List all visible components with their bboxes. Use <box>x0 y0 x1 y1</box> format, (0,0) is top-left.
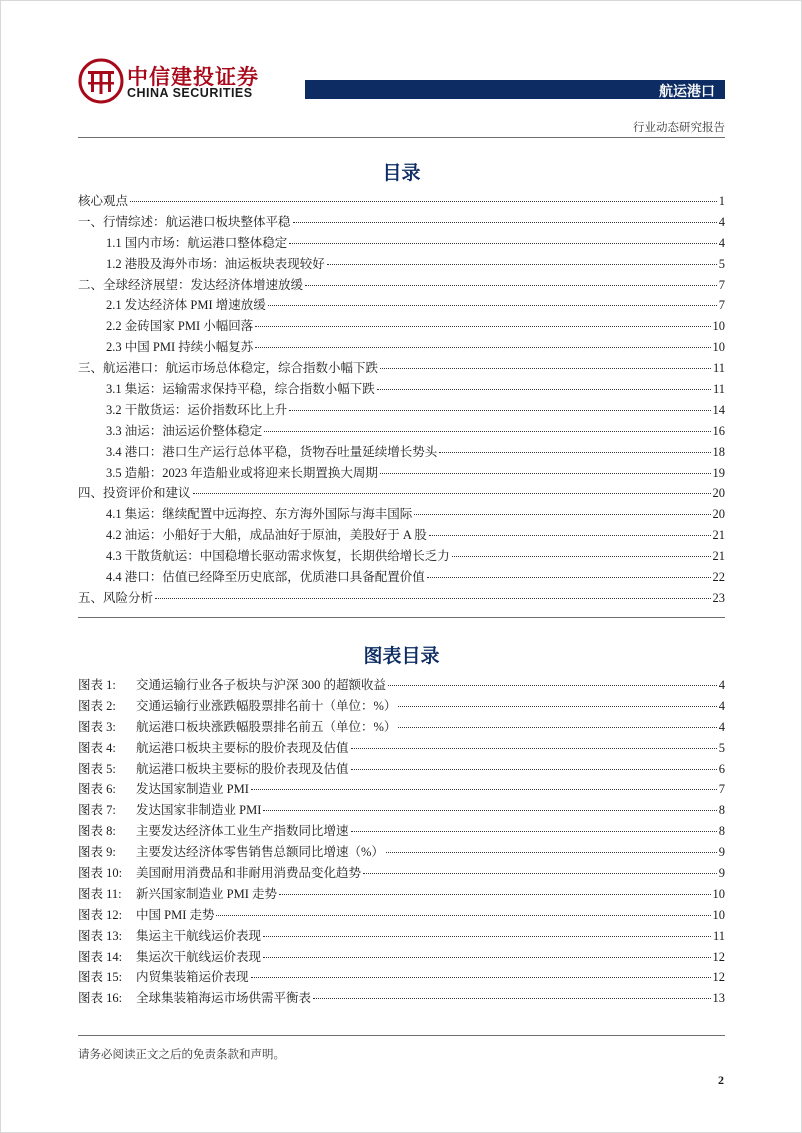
toc-entry-page: 4 <box>718 214 725 229</box>
document-type: 行业动态研究报告 <box>633 122 725 134</box>
dot-leader <box>351 748 717 749</box>
dot-leader <box>216 915 710 916</box>
dot-leader <box>251 789 717 790</box>
figure-entry-page: 13 <box>712 991 725 1006</box>
figures-title: 图表目录 <box>363 646 440 667</box>
figure-entry[interactable] <box>78 696 725 717</box>
figure-entry-label: 全球集装箱海运市场供需平衡表 <box>136 991 312 1006</box>
toc-list <box>78 191 725 609</box>
dot-leader <box>255 326 710 327</box>
dot-leader <box>255 347 710 348</box>
toc-entry-label: 2.3 中国 PMI 持续小幅复苏 <box>106 340 254 355</box>
toc-entry[interactable] <box>78 504 725 525</box>
footer-divider <box>78 1035 725 1036</box>
toc-entry[interactable] <box>78 442 725 463</box>
figure-entry-page: 4 <box>718 678 725 692</box>
figure-entry-page: 8 <box>718 803 725 818</box>
figure-entry[interactable] <box>78 675 725 696</box>
toc-entry[interactable] <box>78 400 725 421</box>
figure-entry-page: 12 <box>712 970 725 985</box>
toc-entry-label: 3.5 造船：2023 年造船业或将迎来长期置换大周期 <box>106 465 378 480</box>
dot-leader <box>263 810 716 811</box>
toc-entry-label: 4.1 集运：继续配置中远海控、东方海外国际与海丰国际 <box>106 507 413 522</box>
figure-entry-page: 7 <box>718 782 725 797</box>
brand-name-cn: 中信建投证券 <box>127 66 259 89</box>
figure-number: 图表 9: <box>78 845 116 860</box>
figure-entry-page: 8 <box>718 824 725 839</box>
figure-number: 图表 13: <box>78 928 123 943</box>
figure-number: 图表 10: <box>78 866 123 881</box>
figure-entry[interactable] <box>78 821 725 842</box>
toc-entry-label: 3.3 油运：油运运价整体稳定 <box>106 423 263 438</box>
toc-entry-label: 三、航运港口：航运市场总体稳定，综合指数小幅下跌 <box>78 361 379 376</box>
dot-leader <box>429 535 711 536</box>
toc-entry-label: 4.2 油运：小船好于大船，成品油好于原油，美股好于 A 股 <box>106 528 427 543</box>
toc-entry-label: 2.1 发达经济体 PMI 增速放缓 <box>106 298 266 313</box>
toc-entry[interactable] <box>78 254 725 275</box>
toc-divider <box>78 617 725 618</box>
toc-entry-page: 20 <box>712 507 725 522</box>
figure-entry-label: 航运港口板块主要标的股价表现及估值 <box>136 761 349 776</box>
sector-label: 航运港口 <box>659 83 715 99</box>
dot-leader <box>327 264 717 265</box>
figure-number: 图表 1: <box>78 678 116 692</box>
figure-entry-page: 11 <box>712 928 725 943</box>
dot-leader <box>313 998 710 999</box>
brand-name-en: CHINA SECURITIES <box>127 86 253 100</box>
toc-entry-page: 16 <box>712 423 725 438</box>
toc-entry-page: 11 <box>712 361 725 376</box>
figure-entry[interactable] <box>78 947 725 968</box>
toc-entry-label: 2.2 金砖国家 PMI 小幅回落 <box>106 319 254 334</box>
figure-entry-page: 5 <box>718 740 725 755</box>
toc-entry[interactable] <box>78 337 725 358</box>
sector-banner <box>305 80 725 99</box>
figure-entry[interactable] <box>78 905 725 926</box>
figure-entry[interactable] <box>78 717 725 738</box>
figure-entry-label: 美国耐用消费品和非耐用消费品变化趋势 <box>136 866 362 881</box>
figure-entry-page: 10 <box>712 886 725 901</box>
figure-entry[interactable] <box>78 759 725 780</box>
toc-entry[interactable] <box>78 588 725 609</box>
toc-entry-page: 11 <box>712 382 725 397</box>
dot-leader <box>452 556 711 557</box>
dot-leader <box>351 769 717 770</box>
figure-entry-page: 12 <box>712 949 725 964</box>
toc-entry-page: 23 <box>712 590 725 605</box>
figure-entry-page: 9 <box>718 845 725 860</box>
toc-entry-label: 4.4 港口：估值已经降至历史底部，优质港口具备配置价值 <box>106 570 425 585</box>
page-number: 2 <box>718 1073 724 1087</box>
dot-leader <box>193 493 711 494</box>
figure-entry[interactable] <box>78 738 725 759</box>
figure-entry-label: 主要发达经济体工业生产指数同比增速 <box>136 824 349 839</box>
figure-number: 图表 4: <box>78 740 116 755</box>
dot-leader <box>351 831 717 832</box>
dot-leader <box>377 389 711 390</box>
toc-entry-label: 3.2 干散货运：运价指数环比上升 <box>106 402 288 417</box>
figure-number: 图表 7: <box>78 803 116 818</box>
figure-entry-label: 发达国家非制造业 PMI <box>136 803 262 818</box>
toc-entry-label: 核心观点 <box>78 194 129 208</box>
disclaimer-note: 请务必阅读正文之后的免责条款和声明。 <box>78 1049 285 1061</box>
toc-entry-page: 21 <box>712 549 725 564</box>
dot-leader <box>388 685 717 686</box>
toc-entry-label: 3.4 港口：港口生产运行总体平稳，货物吞吐量延续增长势头 <box>106 444 438 459</box>
dot-leader <box>386 852 717 853</box>
figure-entry-label: 集运主干航线运价表现 <box>136 928 262 943</box>
header-divider <box>78 137 725 138</box>
dot-leader <box>264 431 710 432</box>
dot-leader <box>263 936 711 937</box>
toc-entry[interactable] <box>78 212 725 233</box>
toc-entry-label: 二、全球经济展望：发达经济体增速放缓 <box>78 277 304 292</box>
dot-leader <box>380 368 711 369</box>
dot-leader <box>279 894 711 895</box>
figure-entry-page: 4 <box>718 719 725 734</box>
toc-entry-label: 1.2 港股及海外市场：油运板块表现较好 <box>106 256 325 271</box>
dot-leader <box>155 598 710 599</box>
dot-leader <box>268 305 717 306</box>
figure-entry[interactable] <box>78 800 725 821</box>
dot-leader <box>130 201 717 202</box>
toc-entry[interactable] <box>78 421 725 442</box>
toc-entry[interactable] <box>78 525 725 546</box>
figure-number: 图表 3: <box>78 719 116 734</box>
dot-leader <box>398 706 716 707</box>
figure-entry-label: 发达国家制造业 PMI <box>136 782 249 797</box>
toc-entry-page: 4 <box>718 235 725 250</box>
toc-entry[interactable] <box>78 463 725 484</box>
dot-leader <box>305 285 717 286</box>
figure-entry[interactable] <box>78 884 725 905</box>
toc-title: 目录 <box>382 163 421 184</box>
figure-entry[interactable] <box>78 967 725 988</box>
figure-entry-page: 9 <box>718 866 725 881</box>
figure-entry[interactable] <box>78 779 725 800</box>
toc-entry[interactable] <box>78 379 725 400</box>
figure-entry-page: 10 <box>712 907 725 922</box>
dot-leader <box>289 243 716 244</box>
toc-entry-label: 3.1 集运：运输需求保持平稳，综合指数小幅下跌 <box>106 382 375 397</box>
figure-number: 图表 12: <box>78 907 123 922</box>
dot-leader <box>427 577 711 578</box>
dot-leader <box>289 410 710 411</box>
figure-entry-page: 6 <box>718 761 725 776</box>
toc-entry[interactable] <box>78 546 725 567</box>
figure-number: 图表 11: <box>78 886 122 901</box>
figure-entry-label: 中国 PMI 走势 <box>136 907 215 922</box>
figure-entry-label: 航运港口板块涨跌幅股票排名前五（单位：%） <box>136 719 397 734</box>
figure-entry[interactable] <box>78 842 725 863</box>
toc-entry[interactable] <box>78 233 725 254</box>
figure-entry[interactable] <box>78 926 725 947</box>
figure-number: 图表 5: <box>78 761 116 776</box>
toc-entry[interactable] <box>78 358 725 379</box>
toc-entry-page: 14 <box>712 402 725 417</box>
toc-entry-page: 10 <box>712 319 725 334</box>
toc-entry[interactable] <box>78 316 725 337</box>
dot-leader <box>398 727 716 728</box>
dot-leader <box>439 452 710 453</box>
toc-entry[interactable] <box>78 275 725 296</box>
figure-entry-label: 航运港口板块主要标的股价表现及估值 <box>136 740 349 755</box>
toc-entry-page: 18 <box>712 444 725 459</box>
toc-entry-label: 4.3 干散货航运：中国稳增长驱动需求恢复，长期供给增长乏力 <box>106 549 450 564</box>
toc-entry[interactable] <box>78 567 725 588</box>
figure-entry-label: 内贸集装箱运价表现 <box>136 970 249 985</box>
figure-number: 图表 8: <box>78 824 116 839</box>
figure-number: 图表 6: <box>78 782 116 797</box>
figure-entry-label: 新兴国家制造业 PMI 走势 <box>136 886 277 901</box>
figure-entry-label: 主要发达经济体零售销售总额同比增速（%） <box>136 845 384 860</box>
toc-entry-page: 20 <box>712 486 725 501</box>
figure-entry-label: 交通运输行业涨跌幅股票排名前十（单位：%） <box>136 698 397 713</box>
dot-leader <box>263 957 710 958</box>
toc-entry-page: 5 <box>718 256 725 271</box>
toc-entry-page: 22 <box>712 570 725 585</box>
figure-entry[interactable] <box>78 988 725 1009</box>
dot-leader <box>380 473 711 474</box>
dot-leader <box>251 977 711 978</box>
toc-entry-label: 1.1 国内市场：航运港口整体稳定 <box>106 235 288 250</box>
figure-number: 图表 16: <box>78 991 123 1006</box>
toc-entry-page: 1 <box>718 194 725 208</box>
dot-leader <box>414 514 710 515</box>
toc-entry[interactable] <box>78 191 725 212</box>
figure-entry[interactable] <box>78 863 725 884</box>
toc-entry-page: 21 <box>712 528 725 543</box>
figure-entry-label: 集运次干航线运价表现 <box>136 949 262 964</box>
figure-number: 图表 14: <box>78 949 123 964</box>
toc-entry[interactable] <box>78 483 725 504</box>
figure-entry-label: 交通运输行业各子板块与沪深 300 的超额收益 <box>136 678 387 692</box>
toc-entry[interactable] <box>78 295 725 316</box>
toc-entry-label: 一、行情综述：航运港口板块整体平稳 <box>78 214 291 229</box>
dot-leader <box>293 222 717 223</box>
citic-logo-icon <box>78 58 124 104</box>
figure-number: 图表 2: <box>78 698 116 713</box>
toc-entry-label: 五、风险分析 <box>78 590 154 605</box>
figures-list <box>78 675 725 1009</box>
toc-entry-label: 四、投资评价和建议 <box>78 486 191 501</box>
toc-entry-page: 19 <box>712 465 725 480</box>
figure-entry-page: 4 <box>718 698 725 713</box>
toc-entry-page: 10 <box>712 340 725 355</box>
figure-number: 图表 15: <box>78 970 123 985</box>
toc-entry-page: 7 <box>718 298 725 313</box>
dot-leader <box>363 873 717 874</box>
toc-entry-page: 7 <box>718 277 725 292</box>
